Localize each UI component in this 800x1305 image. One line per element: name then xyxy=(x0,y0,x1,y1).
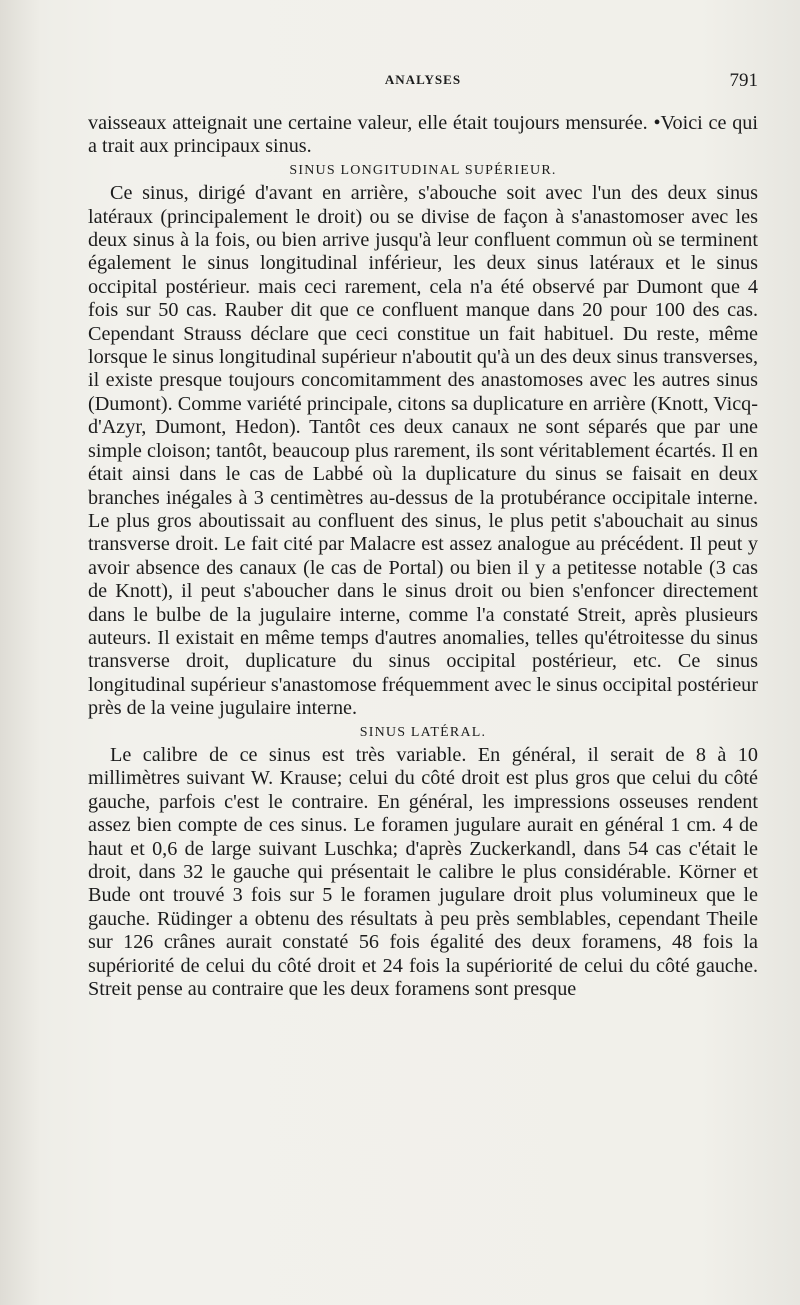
section-title-lateral: SINUS LATÉRAL. xyxy=(359,724,487,740)
page-number: 791 xyxy=(729,70,758,91)
paragraph-sinus-longitudinal: Ce sinus, dirigé d'avant en arrière, s'abouche soit avec l'un des deux sinus latéraux (principalement le droit) ou se divise de façon à s'anastomoser avec les deux sinus à la fois, ou bien arrive jusqu'à leur confluent commun où se terminent également le sinus longitudinal inférieur, les deux sinus latéraux et le sinus occipital postérieur. mais ceci rarement, cela n'a été observé par Dumont que 4 fois sur 50 cas. Rauber dit que ce confluent manque dans 20 pour 100 des cas. Cependant Strauss déclare que ceci constitue un fait habituel. Du reste, même lorsque le sinus longitudinal supérieur n'aboutit qu'à un des deux sinus transverses, il existe presque toujours concomitamment des anastomoses avec les autres sinus (Dumont). Comme variété principale, citons sa duplicature en arrière (Knott, Vicq-d'Azyr, Dumont, Hedon). Tantôt ces deux canaux ne sont séparés que par une simple cloison; tantôt, beaucoup plus rarement, ils sont véritablement écartés. Il en était ainsi dans le cas de Labbé où la duplicature du sinus se faisait en deux branches inégales à 3 centimètres au-dessus de la protubérance occipitale interne. Le plus gros aboutissait au confluent des sinus, le plus petit s'abouchait au sinus transverse droit. Le fait cité par Malacre est assez analogue au précédent. Il peut y avoir absence des canaux (le cas de Portal) ou bien il y a petitesse notable (3 cas de Knott), il peut s'aboucher dans le sinus droit ou bien s'enfoncer directement dans le bulbe de la jugulaire interne, comme l'a constaté Streit, après plusieurs auteurs. Il existait en même temps d'autres anomalies, telles qu'étroitesse du sinus transverse droit, duplicature du sinus occipital postérieur, etc. Ce sinus longitudinal supérieur s'anastomose fréquemment avec le sinus occipital postérieur près de la veine jugulaire interne. xyxy=(88,182,758,720)
page-header xyxy=(88,72,758,96)
running-title: ANALYSES xyxy=(384,72,462,87)
body-text xyxy=(88,112,758,1001)
paragraph-sinus-lateral: Le calibre de ce sinus est très variable. En général, il serait de 8 à 10 millimètres suivant W. Krause; celui du côté droit est plus gros que celui du côté gauche, parfois c'est le contraire. En général, les impressions osseuses rendent assez bien compte de ces sinus. Le foramen jugulare aurait en général 1 cm. 4 de haut et 0,6 de large suivant Luschka; d'après Zuckerkandl, dans 54 cas c'était le droit, dans 32 le gauche qui présentait le calibre le plus considérable. Körner et Bude ont trouvé 3 fois sur 5 le foramen jugulare droit plus volumineux que le gauche. Rüdinger a obtenu des résultats à peu près semblables, cependant Theile sur 126 crânes aurait constaté 56 fois égalité des deux foramens, 48 fois la supériorité de celui du côté droit et 24 fois la supériorité de celui du côté gauche. Streit pense au contraire que les deux foramens sont presque xyxy=(88,743,758,1001)
section-title-longitudinal: SINUS LONGITUDINAL SUPÉRIEUR. xyxy=(289,162,557,178)
intro-paragraph: vaisseaux atteignait une certaine valeur, elle était toujours mensurée. •Voici ce qui a trait aux principaux sinus. xyxy=(88,112,758,158)
